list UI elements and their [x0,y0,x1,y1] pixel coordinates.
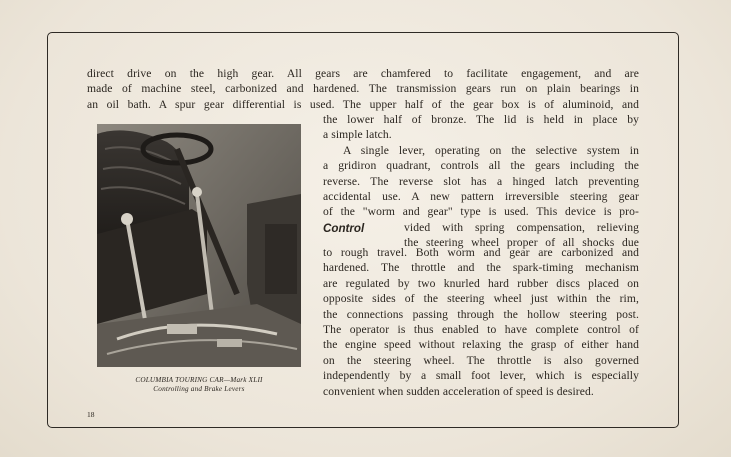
text-line: accidental use. A new pattern irreversible steering gear [323,189,639,203]
text-line: direct drive on the high gear. All gears are chamfered to facilitate engagement, and are [87,67,639,80]
top-paragraph [87,66,639,112]
text-line: the engine speed without relaxing the grasp of either hand [323,338,639,352]
text-line: the lower half of bronze. The lid is held in place by [323,113,639,126]
text-line: on the steering wheel. The throttle is also governed [323,353,639,367]
text-line: convenient when sudden acceleration of speed is desired. [323,384,594,398]
text-line: The operator is thus enabled to have complete control of [323,322,639,336]
car-controls-illustration [97,124,301,367]
photo-caption [97,376,301,394]
text-line: reverse. The reverse slot has a hinged latch preventing [323,174,639,188]
text-line: a simple latch. [323,128,392,142]
text-line: of the "worm and gear" type is used. This device is pro- [323,205,639,219]
right-column-text [323,112,639,251]
text-line: to rough travel. Both worm and gear are carbonized and [323,246,639,259]
text-line: the steering wheel proper of all shocks due [404,236,639,250]
car-controls-photo [97,124,301,367]
caption-title: COLUMBIA TOURING CAR—Mark XLII [135,376,263,384]
caption-subtitle: Controlling and Brake Levers [153,385,245,393]
text-line: are regulated by two knurled hard rubber discs placed on [323,276,639,290]
text-line: independently by a small foot lever, which is especially [323,369,639,383]
bottom-column-text [323,245,639,399]
section-heading-control: Control [323,222,365,235]
text-line: the connections passing through the hollow steering post. [323,307,639,321]
text-line: an oil bath. A spur gear differential is used. The upper half of the gear box is of aluminoid, and [87,97,639,111]
text-line: made of machine steel, carbonized and hardened. The transmission gears run on plain bearings in [87,82,639,96]
text-line: opposite sides of the steering wheel just within the rim, [323,292,639,306]
text-line: vided with spring compensation, relieving [404,220,639,234]
text-line: hardened. The throttle and the spark-timing mechanism [323,261,639,275]
text-line: A single lever, operating on the selective system in [343,143,639,157]
page-number: 18 [87,410,95,419]
text-line: a gridiron quadrant, controls all the gears including the [323,159,639,173]
